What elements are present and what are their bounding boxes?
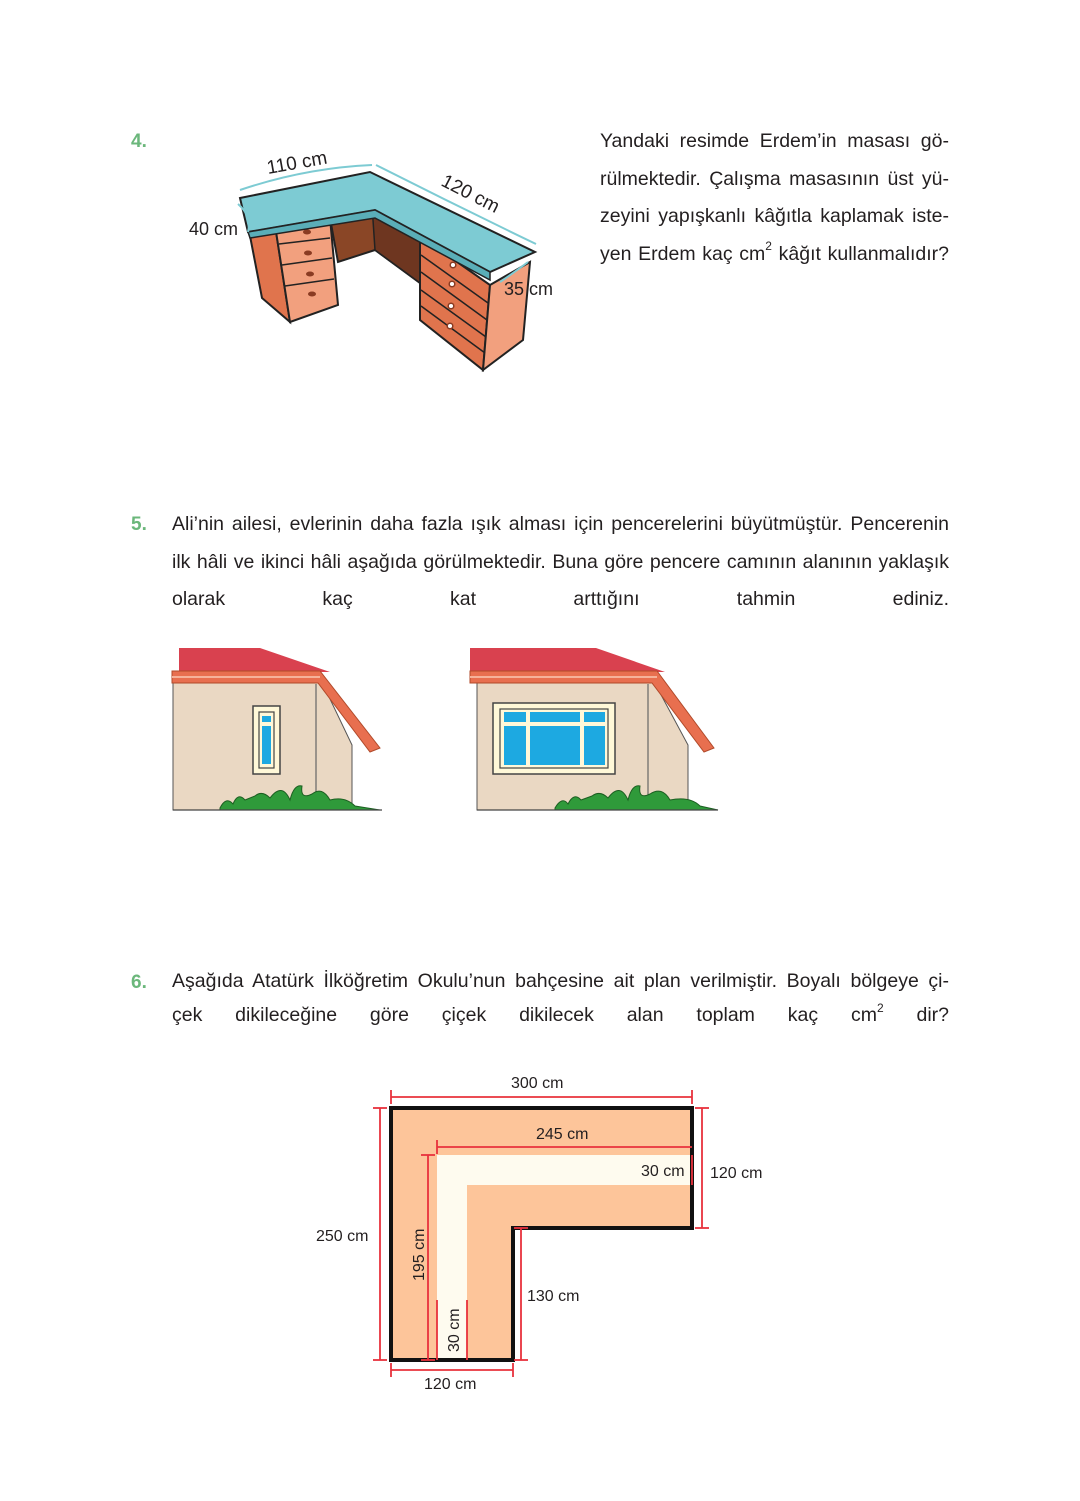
desk-label-40: 40 cm [189,219,239,239]
question-5-number: 5. [131,514,147,535]
plan-label-300: 300 cm [511,1075,564,1092]
plan-label-120-right: 120 cm [710,1165,763,1182]
plan-label-245: 245 cm [536,1126,589,1143]
q4-line: rülmektedir. Çalışma masasının üst yü- [600,167,949,190]
q4-line-last: yen Erdem kaç $cm^2$ kâğıt kullanmalıdır? [600,239,949,265]
q5-line: ilk hâli ve ikinci hâli aşağıda görülmektedir. Buna göre pencere camının alanının yaklaşık [172,550,949,573]
question-6-number: 6. [131,972,147,993]
desk-label-120: 120 cm [437,170,503,218]
plan-label-195: 195 cm [411,1228,428,1281]
q4-line: Yandaki resimde Erdem’in masası gö- [600,130,949,152]
plan-label-120-bottom: 120 cm [424,1376,477,1393]
plan-label-250: 250 cm [316,1228,369,1245]
plan-label-130: 130 cm [527,1288,580,1305]
q5-line: olarak kaç kat arttığını tahmin ediniz. [172,588,949,610]
plan-label-30-left: 30 cm [446,1308,463,1352]
question-4-number: 4. [131,131,147,152]
plan-label-30-top: 30 cm [641,1163,685,1180]
q4-line: zeyini yapışkanlı kâğıtla kaplamak iste- [600,205,949,227]
q6-line-last: çek dikileceğine göre çiçek dikilecek alan toplam kaç $cm^2$ dir? [172,1000,949,1026]
desk-label-110: 110 cm [265,147,329,179]
q6-line: Aşağıda Atatürk İlköğretim Okulu’nun bahçesine ait plan verilmiştir. Boyalı bölgeye çi- [172,970,949,992]
desk-label-35: 35 cm [504,279,554,299]
q5-line: Ali’nin ailesi, evlerinin daha fazla ışık alması için pencerelerini büyütmüştür. Pencerenin [172,513,949,535]
